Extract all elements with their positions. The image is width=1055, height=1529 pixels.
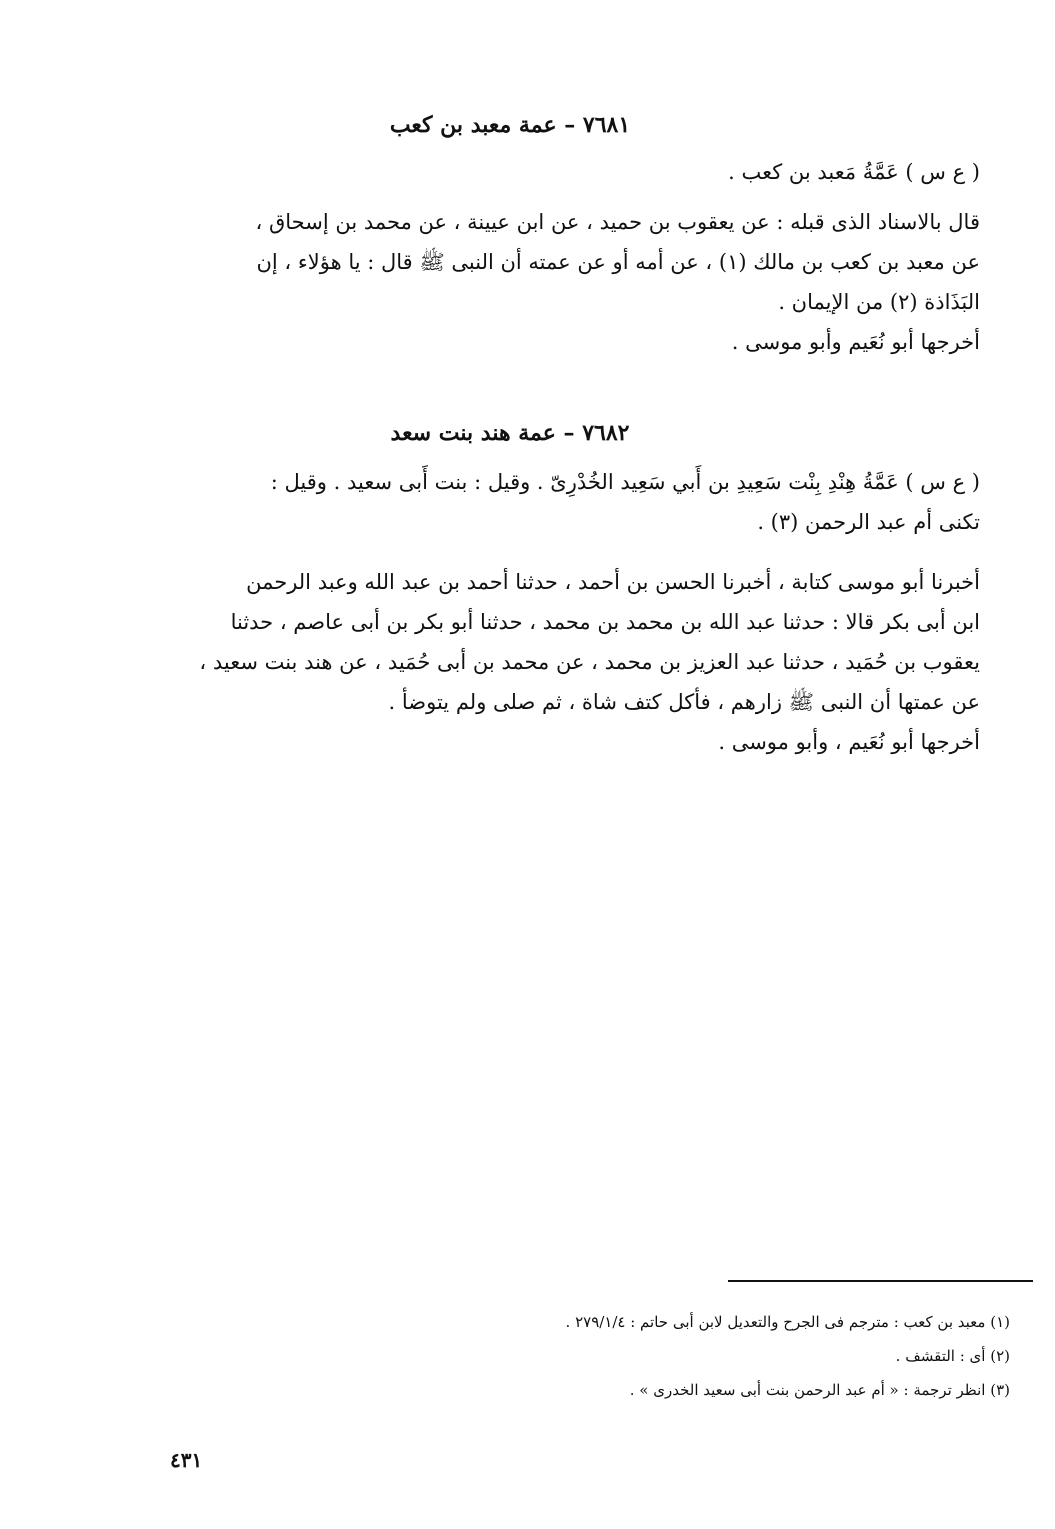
entry-closing: أخرجها أبو نُعَيم ، وأبو موسى . bbox=[718, 730, 980, 754]
footnotes bbox=[420, 1305, 1010, 1407]
body-line: عن عمتها أن النبى ﷺ زارهم ، فأكل كتف شاة ، ثم صلى ولم يتوضأ . bbox=[388, 690, 980, 714]
body-line: قال بالاسناد الذى قبله : عن يعقوب بن حميد ، عن ابن عيينة ، عن محمد بن إسحاق ، bbox=[255, 210, 980, 234]
body-line: البَذَاذة (٢) من الإيمان . bbox=[778, 290, 980, 314]
body-line: ابن أبى بكر قالا : حدثنا عبد الله بن محمد بن محمد ، حدثنا أبو بكر بن أبى عاصم ، حدثنا bbox=[230, 610, 980, 634]
entry-heading-7681: ٧٦٨١ – عمة معبد بن كعب bbox=[389, 112, 631, 138]
entry-body bbox=[130, 202, 1010, 322]
entry-intro bbox=[130, 462, 1010, 542]
entry-closing: أخرجها أبو نُعَيم وأبو موسى . bbox=[731, 330, 980, 354]
body-line: أخبرنا أبو موسى كتابة ، أخبرنا الحسن بن أحمد ، حدثنا أحمد بن عبد الله وعبد الرحمن bbox=[246, 570, 980, 594]
footnote-divider bbox=[728, 1280, 1033, 1282]
intro-line: تكنى أم عبد الرحمن (٣) . bbox=[757, 510, 980, 534]
footnote-1: (١) معبد بن كعب : مترجم فى الجرح والتعديل لابن أبى حاتم : ٢٧٩/١/٤ . bbox=[565, 1313, 1010, 1331]
page-number: ٤٣١ bbox=[170, 1448, 203, 1472]
entry-body bbox=[130, 562, 1010, 722]
entry-heading-7682: ٧٦٨٢ – عمة هند بنت سعد bbox=[390, 420, 630, 446]
entry-7682-text bbox=[130, 462, 1010, 762]
body-line: عن معبد بن كعب بن مالك (١) ، عن أمه أو عن عمته أن النبى ﷺ قال : يا هؤلاء ، إن bbox=[256, 250, 980, 274]
intro-line: ( ع س ) عَمَّةُ هِنْدِ بِنْت سَعِيدِ بن أَبي سَعِيد الخُدْرِىّ . وقيل : بنت أَبى سعيد . وقيل : bbox=[270, 470, 980, 494]
footnote-2: (٢) أى : التقشف . bbox=[895, 1347, 1010, 1365]
entry-7681-text bbox=[130, 152, 1010, 362]
body-line: يعقوب بن حُمَيد ، حدثنا عبد العزيز بن محمد ، عن محمد بن أبى حُمَيد ، عن هند بنت سعيد ، bbox=[199, 650, 980, 674]
footnote-3: (٣) انظر ترجمة : « أم عبد الرحمن بنت أبى سعيد الخدرى » . bbox=[629, 1381, 1010, 1399]
entry-intro: ( ع س ) عَمَّةُ مَعبد بن كعب . bbox=[728, 160, 980, 184]
